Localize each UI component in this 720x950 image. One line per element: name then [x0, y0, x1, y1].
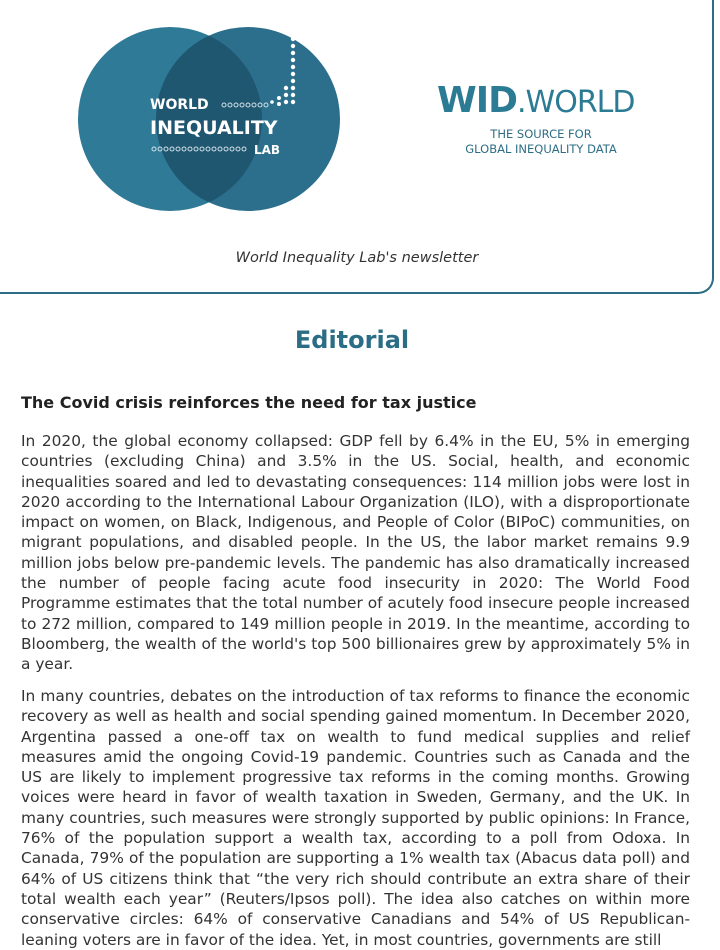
article-paragraph-1: In 2020, the global economy collapsed: GDP fell by 6.4% in the EU, 5% in emerging countries (excluding China) and 3.5% in the US. Social, health, and economic inequalities soared and led to devastating consequences: 114 million jobs were lost in 2020 according to the International Labour Organization (ILO), with a disproportionate impact on women, on Black, Indigenous, and People of Color (BIPoC) communities, on migrant populations, and disabled people. In the US, the labor market remains 9.9 million jobs below pre-pandemic levels. The pandemic has also dramatically increased the number of people facing acute food insecurity in 2020: The World Food Programme estimates that the total number of acutely food insecure people increased to 272 million, compared to 149 million people in 2019. In the meantime, according to Bloomberg, the wealth of the world's top 500 billionaires grew by approximately 5% in a year.	[21, 432, 690, 674]
wid-tagline-line-1: THE SOURCE FOR	[490, 127, 592, 141]
wid-brand	[437, 80, 634, 121]
logo-text-inequality: INEQUALITY	[150, 117, 278, 139]
article-paragraph-2: In many countries, debates on the introduction of tax reforms to finance the economic recovery as well as health and social spending gained momentum. In December 2020, Argentina passed a one-off tax on wealth to fund medical supplies and relief measures amid the ongoing Covid-19 pandemic. Countries such as Canada and the US are likely to implement progressive tax reforms in the coming months. Growing voices were heard in favor of wealth taxation in Sweden, Germany, and the UK. In many countries, such measures were strongly supported by public opinions: In France, 76% of the population support a wealth tax, according to a poll from Odoxa. In Canada, 79% of the population are supporting a 1% wealth tax (Abacus data poll) and 64% of US citizens think that “the very rich should contribute an extra share of their total wealth each year” (Reuters/Ipsos poll). The idea also catches on within more conservative circles: 64% of conservative Canadians and 54% of US Republican-leaning voters are in favor of the idea. Yet, in most countries, governments are still	[21, 687, 690, 949]
section-title: Editorial	[294, 326, 410, 354]
wid-tagline-line-2: GLOBAL INEQUALITY DATA	[465, 142, 617, 156]
newsletter-header	[0, 0, 714, 294]
article-headline: The Covid crisis reinforces the need for tax justice	[21, 393, 477, 412]
wid-brand-bold: WID	[437, 80, 517, 121]
logo-text-world: WORLD	[150, 97, 209, 113]
world-inequality-lab-logo	[78, 14, 340, 224]
wid-tagline	[456, 127, 626, 157]
logo-text-lab: LAB	[254, 143, 281, 157]
newsletter-caption: World Inequality Lab's newsletter	[235, 250, 479, 266]
wid-brand-light: .WORLD	[517, 85, 635, 120]
wid-world-logo	[437, 80, 677, 170]
